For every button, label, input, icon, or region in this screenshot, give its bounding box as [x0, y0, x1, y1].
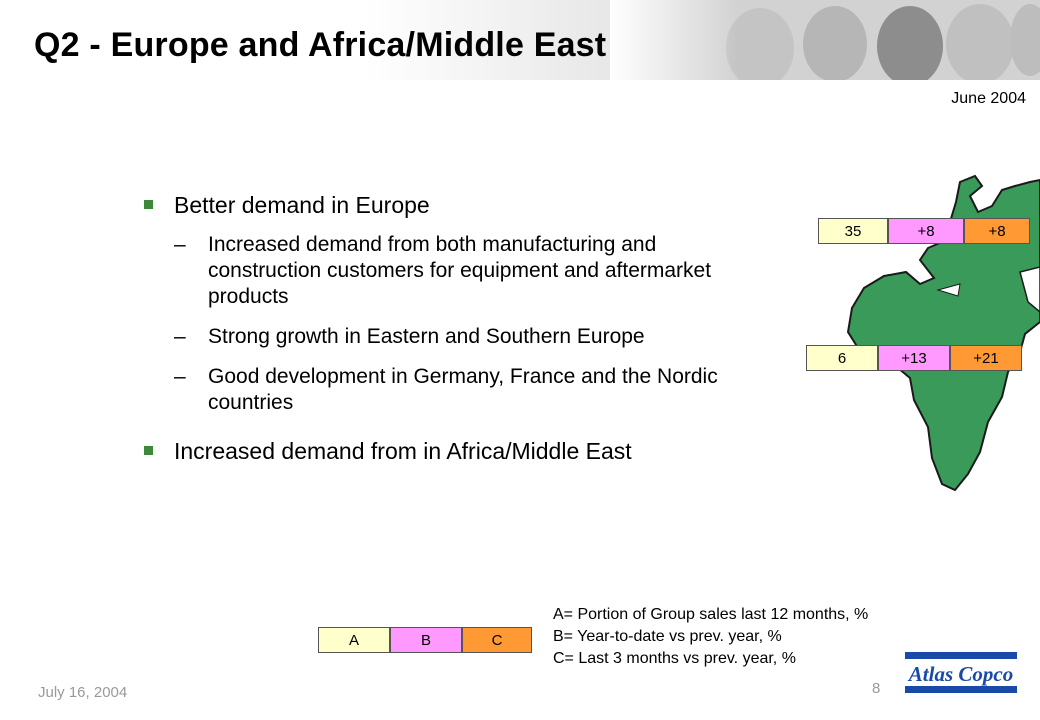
bullet-item: [140, 436, 750, 466]
dash-marker: –: [174, 325, 186, 348]
africa-share-box: 6: [806, 345, 878, 371]
dash-marker: –: [174, 365, 186, 388]
page-title: Q2 - Europe and Africa/Middle East: [34, 26, 607, 64]
europe-stats-row: [818, 218, 1030, 246]
legend-line: B= Year-to-date vs prev. year, %: [553, 628, 782, 645]
bullet-text: Better demand in Europe: [174, 192, 430, 218]
legend-c-box: C: [462, 627, 532, 653]
sub-bullet-text: Strong growth in Eastern and Southern Europe: [208, 325, 645, 348]
square-bullet-icon: [144, 446, 153, 455]
legend-line: C= Last 3 months vs prev. year, %: [553, 650, 796, 667]
africa-stats-row: [806, 345, 1022, 373]
logo-wordmark: Atlas Copco: [908, 662, 1014, 686]
sub-bullet-text: Good development in Germany, France and the Nordic countries: [208, 365, 718, 414]
sub-bullet-item: [140, 364, 750, 416]
europe-3m-box: +8: [964, 218, 1030, 244]
atlas-copco-logo: [903, 648, 1019, 696]
legend-line: A= Portion of Group sales last 12 months, %: [553, 606, 869, 623]
africa-3m-box: +21: [950, 345, 1022, 371]
page-number: 8: [872, 680, 881, 697]
legend-text: [553, 604, 868, 670]
bullet-list: [140, 190, 750, 466]
footer-date: July 16, 2004: [38, 684, 128, 701]
legend-b-box: B: [390, 627, 462, 653]
sub-bullet-text: Increased demand from both manufacturing and construction customers for equipment and aftermarket products: [208, 233, 712, 308]
africa-ytd-box: +13: [878, 345, 950, 371]
legend-a-box: A: [318, 627, 390, 653]
people-photo-strip: [610, 0, 1040, 80]
sub-bullet-item: [140, 232, 750, 310]
legend-key-row: [318, 627, 532, 655]
europe-share-box: 35: [818, 218, 888, 244]
sub-bullet-item: [140, 324, 750, 350]
dash-marker: –: [174, 233, 186, 256]
bullet-text: Increased demand from in Africa/Middle East: [174, 438, 632, 464]
bullet-item: [140, 190, 750, 220]
report-date: June 2004: [951, 90, 1026, 107]
europe-ytd-box: +8: [888, 218, 964, 244]
square-bullet-icon: [144, 200, 153, 209]
